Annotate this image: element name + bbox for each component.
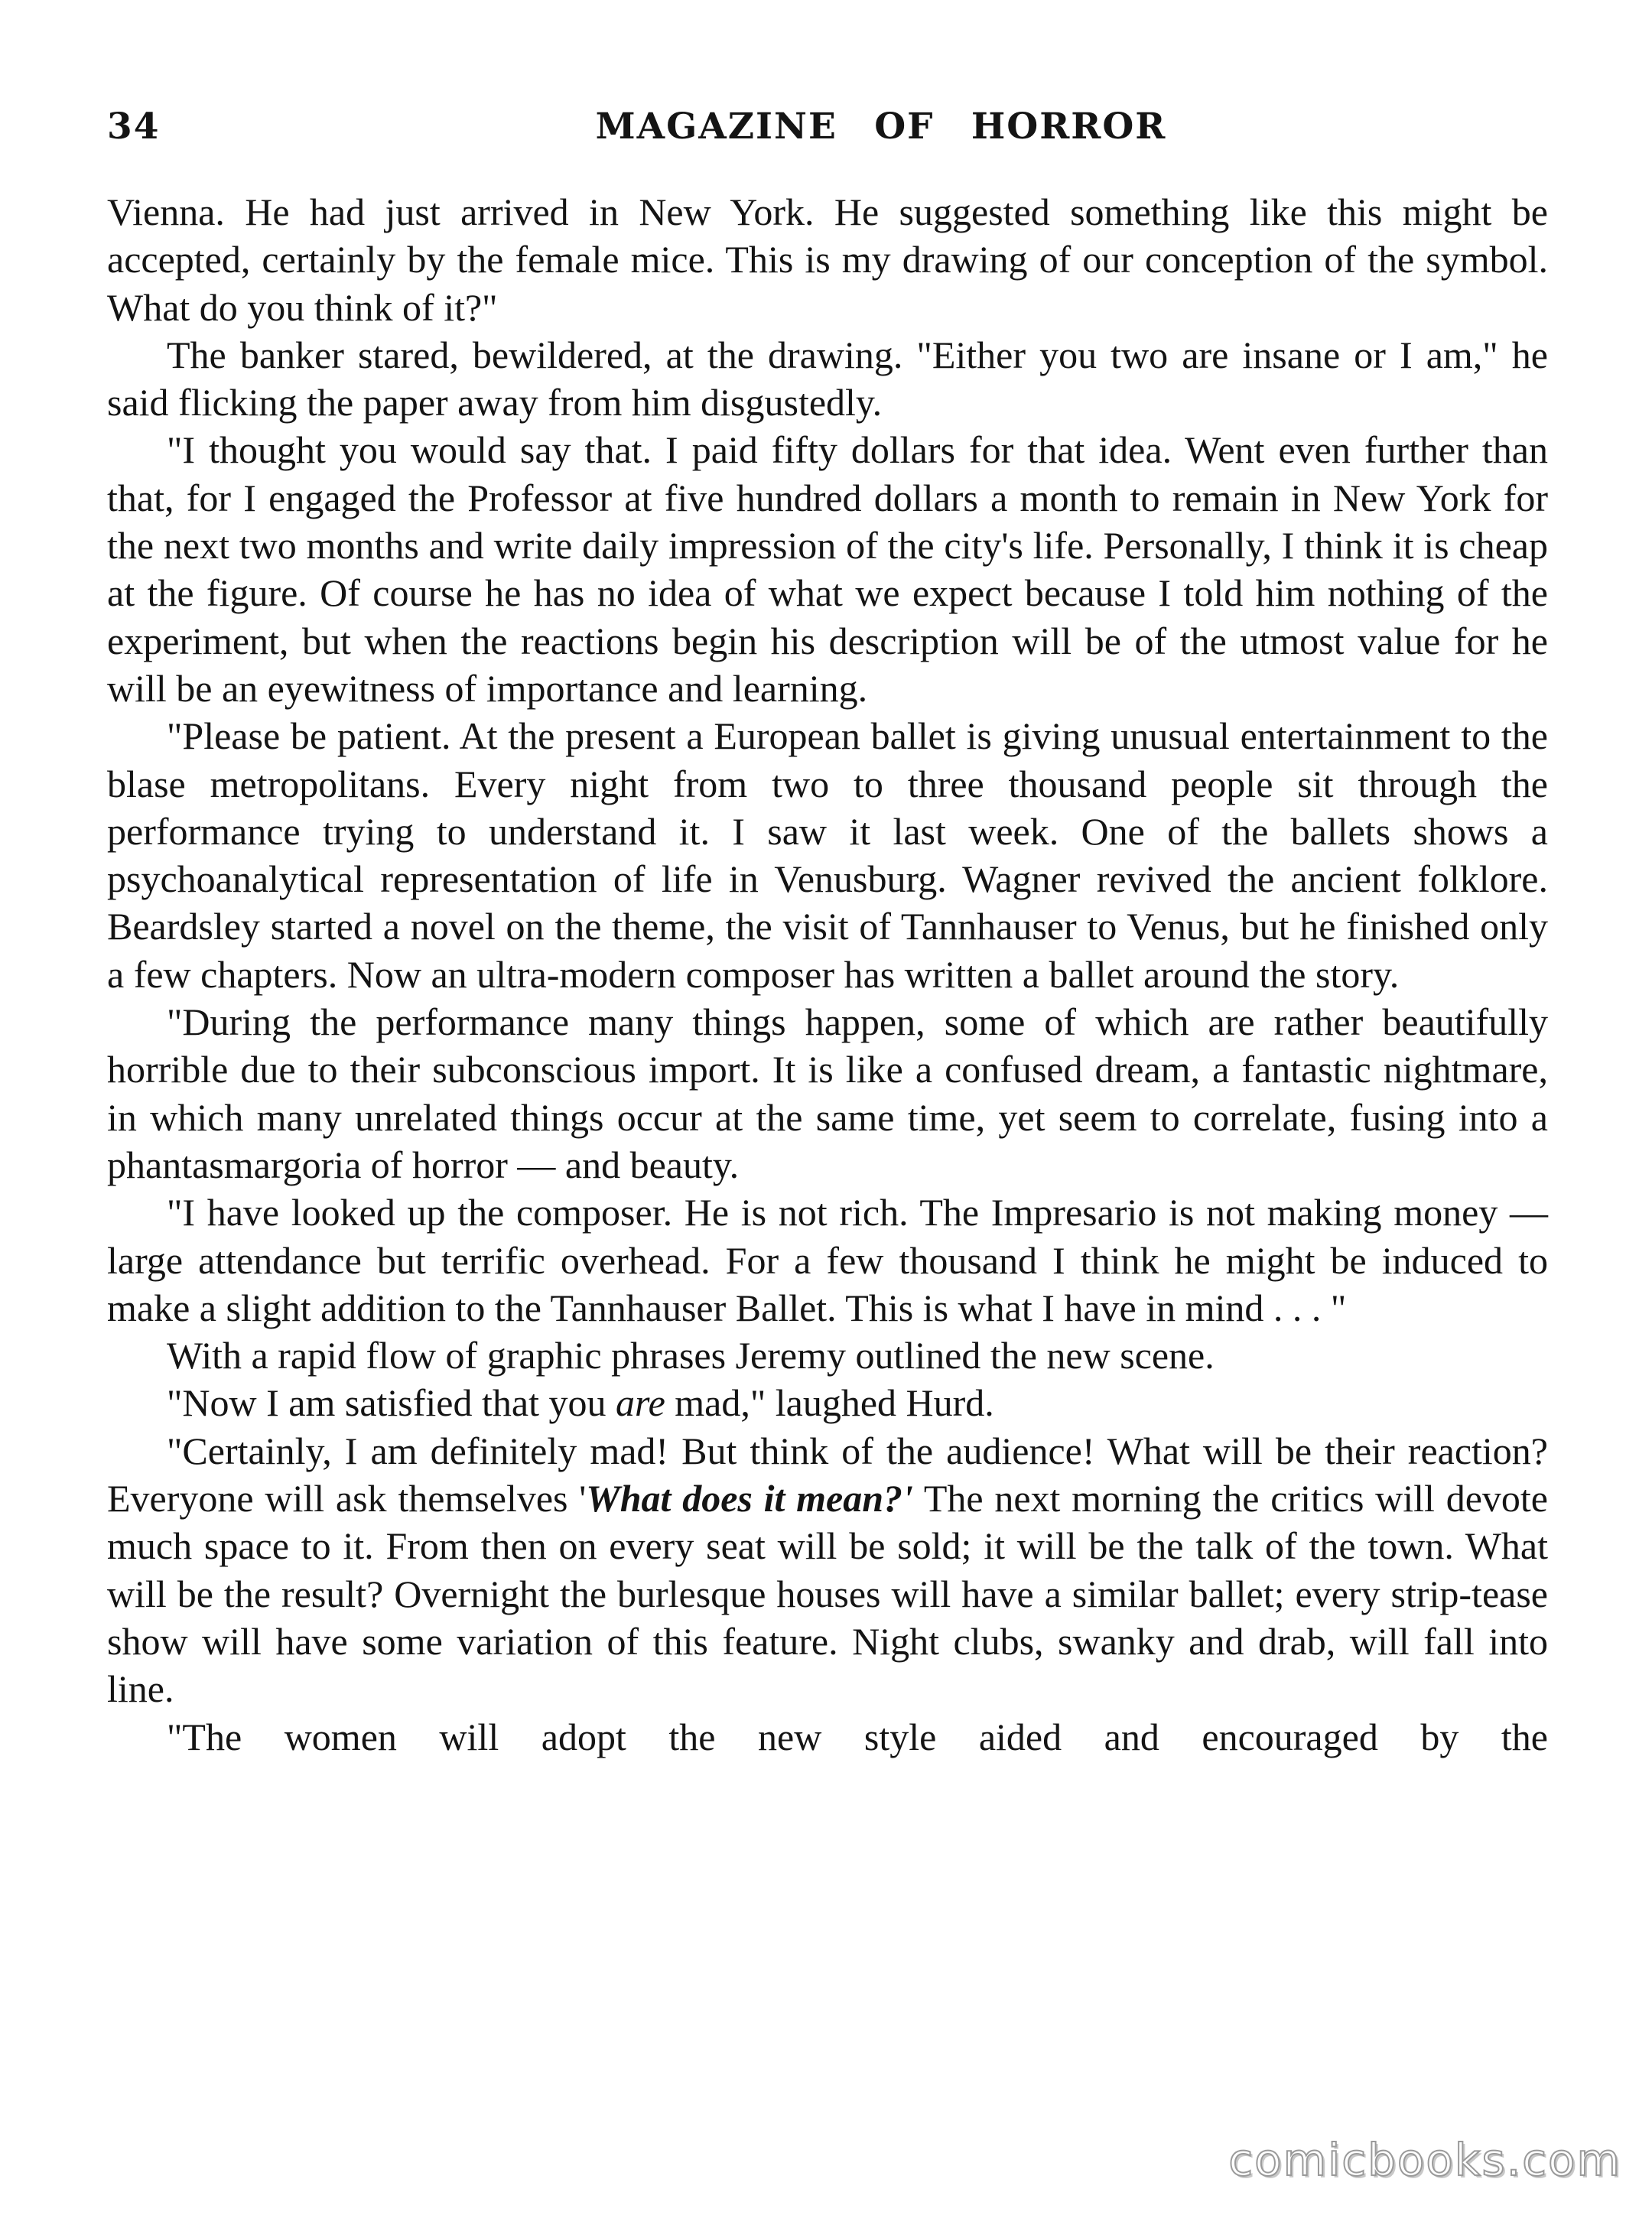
paragraph [107,426,1548,712]
paragraph [107,1189,1548,1332]
paragraph [107,188,1548,331]
emphasized-text: are [615,1381,665,1425]
paragraph-text: "The women will adopt the new style aided and encouraged by the [167,1715,1548,1758]
paragraph [107,1713,1548,1761]
running-title: MAGAZINE OF HORROR [595,106,1167,148]
paragraph [107,331,1548,427]
paragraph [107,1427,1548,1713]
paragraph-text: "Please be patient. At the present a European ballet is giving unusual entertainment to the blase metropolitans. Every night from two to three thousand people sit through the performance trying to understand it. I saw it last week. One of the ballets shows a psychoanalytical representation of life in Venusburg. Wagner revived the ancient folklore. Beardsley started a novel on the theme, the visit of Tannhauser to Venus, but he finished only a few chapters. Now an ultra-modern composer has written a ballet around the story. [107,714,1548,996]
watermark: comicbooks.com [1228,2134,1621,2186]
paragraph [107,998,1548,1189]
paragraph-text: The banker stared, bewildered, at the drawing. "Either you two are insane or I am," he said flicking the paper away from him disgustedly. [107,333,1548,424]
paragraph-text: "Certainly, I am definitely mad! But think of the audience! What will be their reaction? Everyone will ask themselves ' [107,1429,1548,1520]
paragraph-text: Vienna. He had just arrived in New York. He suggested something like this might be accepted, certainly by the female mice. This is my drawing of our conception of the symbol. What do you think of it?" [107,190,1548,329]
paragraph-text: "I thought you would say that. I paid fifty dollars for that idea. Went even further than that, for I engaged the Professor at five hundred dollars a month to remain in New York for the next two months and write daily impression of the city's life. Personally, I think it is cheap at the figure. Of course he has no idea of what we expect because I told him nothing of the experiment, but when the reactions begin his description will be of the utmost value for he will be an eyewitness of importance and learning. [107,428,1548,710]
paragraph-text: mad," laughed Hurd. [665,1381,994,1425]
paragraph-text: "Now I am satisfied that you [167,1381,616,1425]
body-text [107,188,1548,1761]
paragraph [107,1332,1548,1379]
paragraph [107,1379,1548,1426]
emphasized-text: What does it mean?' [586,1477,913,1520]
page-number: 34 [107,106,161,148]
paragraph-text: The next morning the critics will devote much space to it. From then on every seat will be sold; it will be the talk of the town. What will be the result? Overnight the burlesque houses will have a similar ballet; every strip-tease show will have some variation of this feature. Night clubs, swanky and drab, will fall into line. [107,1477,1548,1711]
paragraph-text: "During the performance many things happen, some of which are rather beautifully horrible due to their subconscious import. It is like a confused dream, a fantastic nightmare, in which many unrelated things occur at the same time, yet seem to correlate, fusing into a phantasmargoria of horror — and beauty. [107,1000,1548,1186]
magazine-page [107,0,1548,2218]
paragraph-text: "I have looked up the composer. He is not rich. The Impresario is not making money — large attendance but terrific overhead. For a few thousand I think he might be induced to make a slight addition to the Tannhauser Ballet. This is what I have in mind . . . " [107,1191,1548,1329]
paragraph-text: With a rapid flow of graphic phrases Jeremy outlined the new scene. [167,1334,1215,1377]
paragraph [107,712,1548,998]
running-head [107,106,1548,167]
